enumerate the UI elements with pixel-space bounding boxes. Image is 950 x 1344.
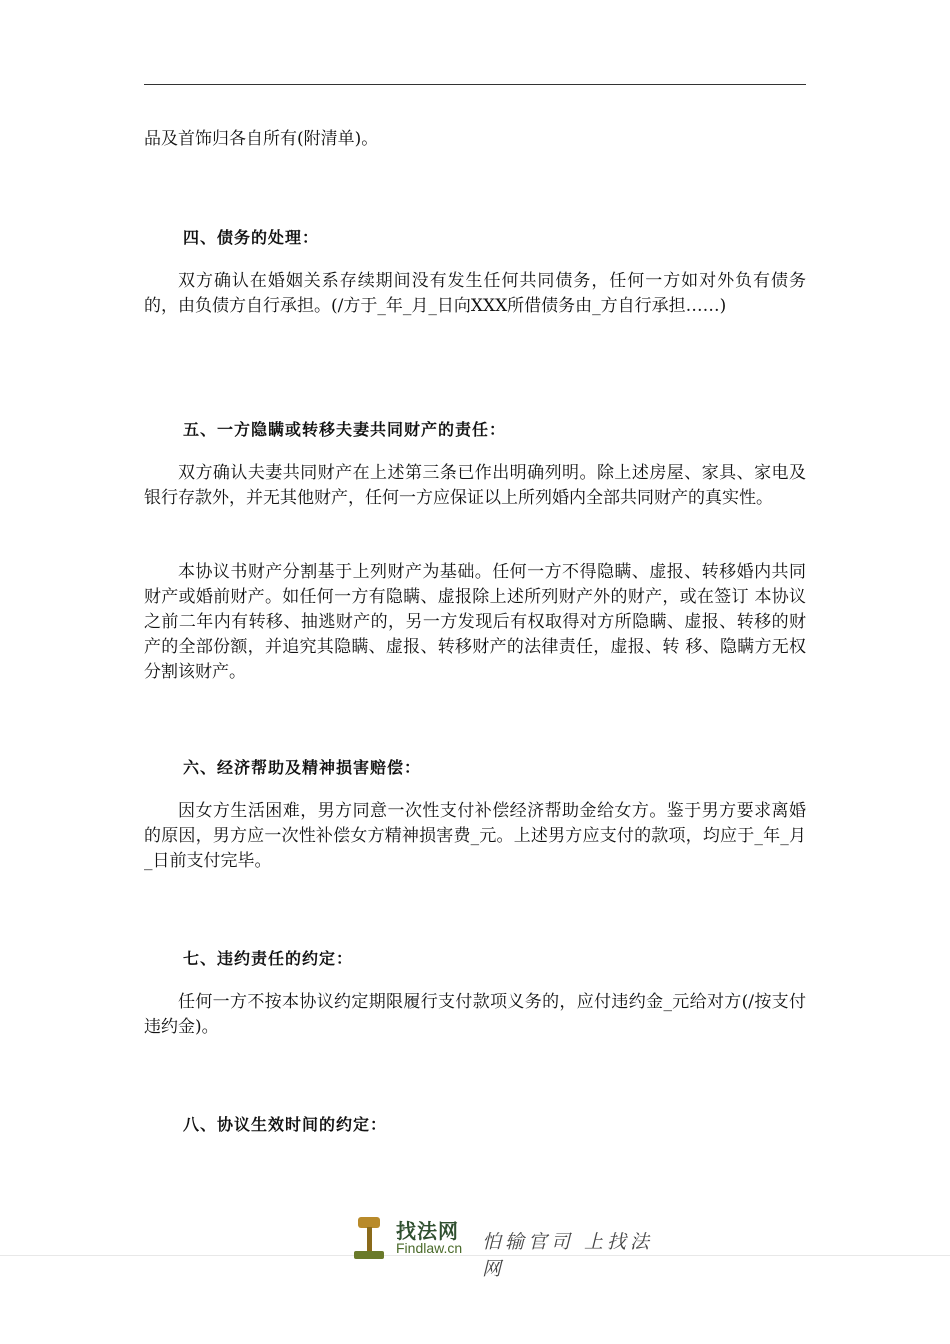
paragraph-continued: 品及首饰归各自所有(附清单)。 [144,129,379,149]
paragraph-compensation: 因女方生活困难，男方同意一次性支付补偿经济帮助金给女方。鉴于男方要求离婚的原因，男方应一次性补偿女方精神损害费_元。上述男方应支付的款项，均应于_年_月_日前支付完毕。 [144,801,806,871]
heading-concealment: 五、一方隐瞒或转移夫妻共同财产的责任： [183,420,507,439]
header-rule [144,84,806,85]
footer-logo [350,1213,670,1280]
brand-slogan: 怕输官司 上找法网 [482,1231,654,1280]
heading-effective-time: 八、协议生效时间的约定： [183,1115,388,1134]
brand-name: 找法网 [396,1219,459,1243]
gavel-icon [350,1213,390,1263]
paragraph-debts: 双方确认在婚姻关系存续期间没有发生任何共同债务，任何一方如对外负有债务的，由负债方自行承担。(/方于_年_月_日向XXX所借债务由_方自行承担……) [144,271,806,316]
heading-compensation: 六、经济帮助及精神损害赔偿： [183,758,422,777]
heading-debts: 四、债务的处理： [183,228,320,247]
heading-breach: 七、违约责任的约定： [183,949,354,968]
brand-domain: Findlaw.cn [396,1240,463,1256]
paragraph-concealment-1: 双方确认夫妻共同财产在上述第三条已作出明确列明。除上述房屋、家具、家电及银行存款外，并无其他财产，任何一方应保证以上所列婚内全部共同财产的真实性。 [144,463,806,508]
paragraph-breach: 任何一方不按本协议约定期限履行支付款项义务的，应付违约金_元给对方(/按支付违约金)。 [144,992,806,1037]
paragraph-concealment-2: 本协议书财产分割基于上列财产为基础。任何一方不得隐瞒、虚报、转移婚内共同财产或婚前财产。如任何一方有隐瞒、虚报除上述所列财产外的财产，或在签订 本协议之前二年内有转移、抽逃财产的，另一方发现后有权取得对方所隐瞒、虚报、转移的财产的全部份额，并追究其隐瞒、虚报、转移财产的法律责任，虚报、转 移、隐瞒方无权分割该财产。 [144,562,806,682]
